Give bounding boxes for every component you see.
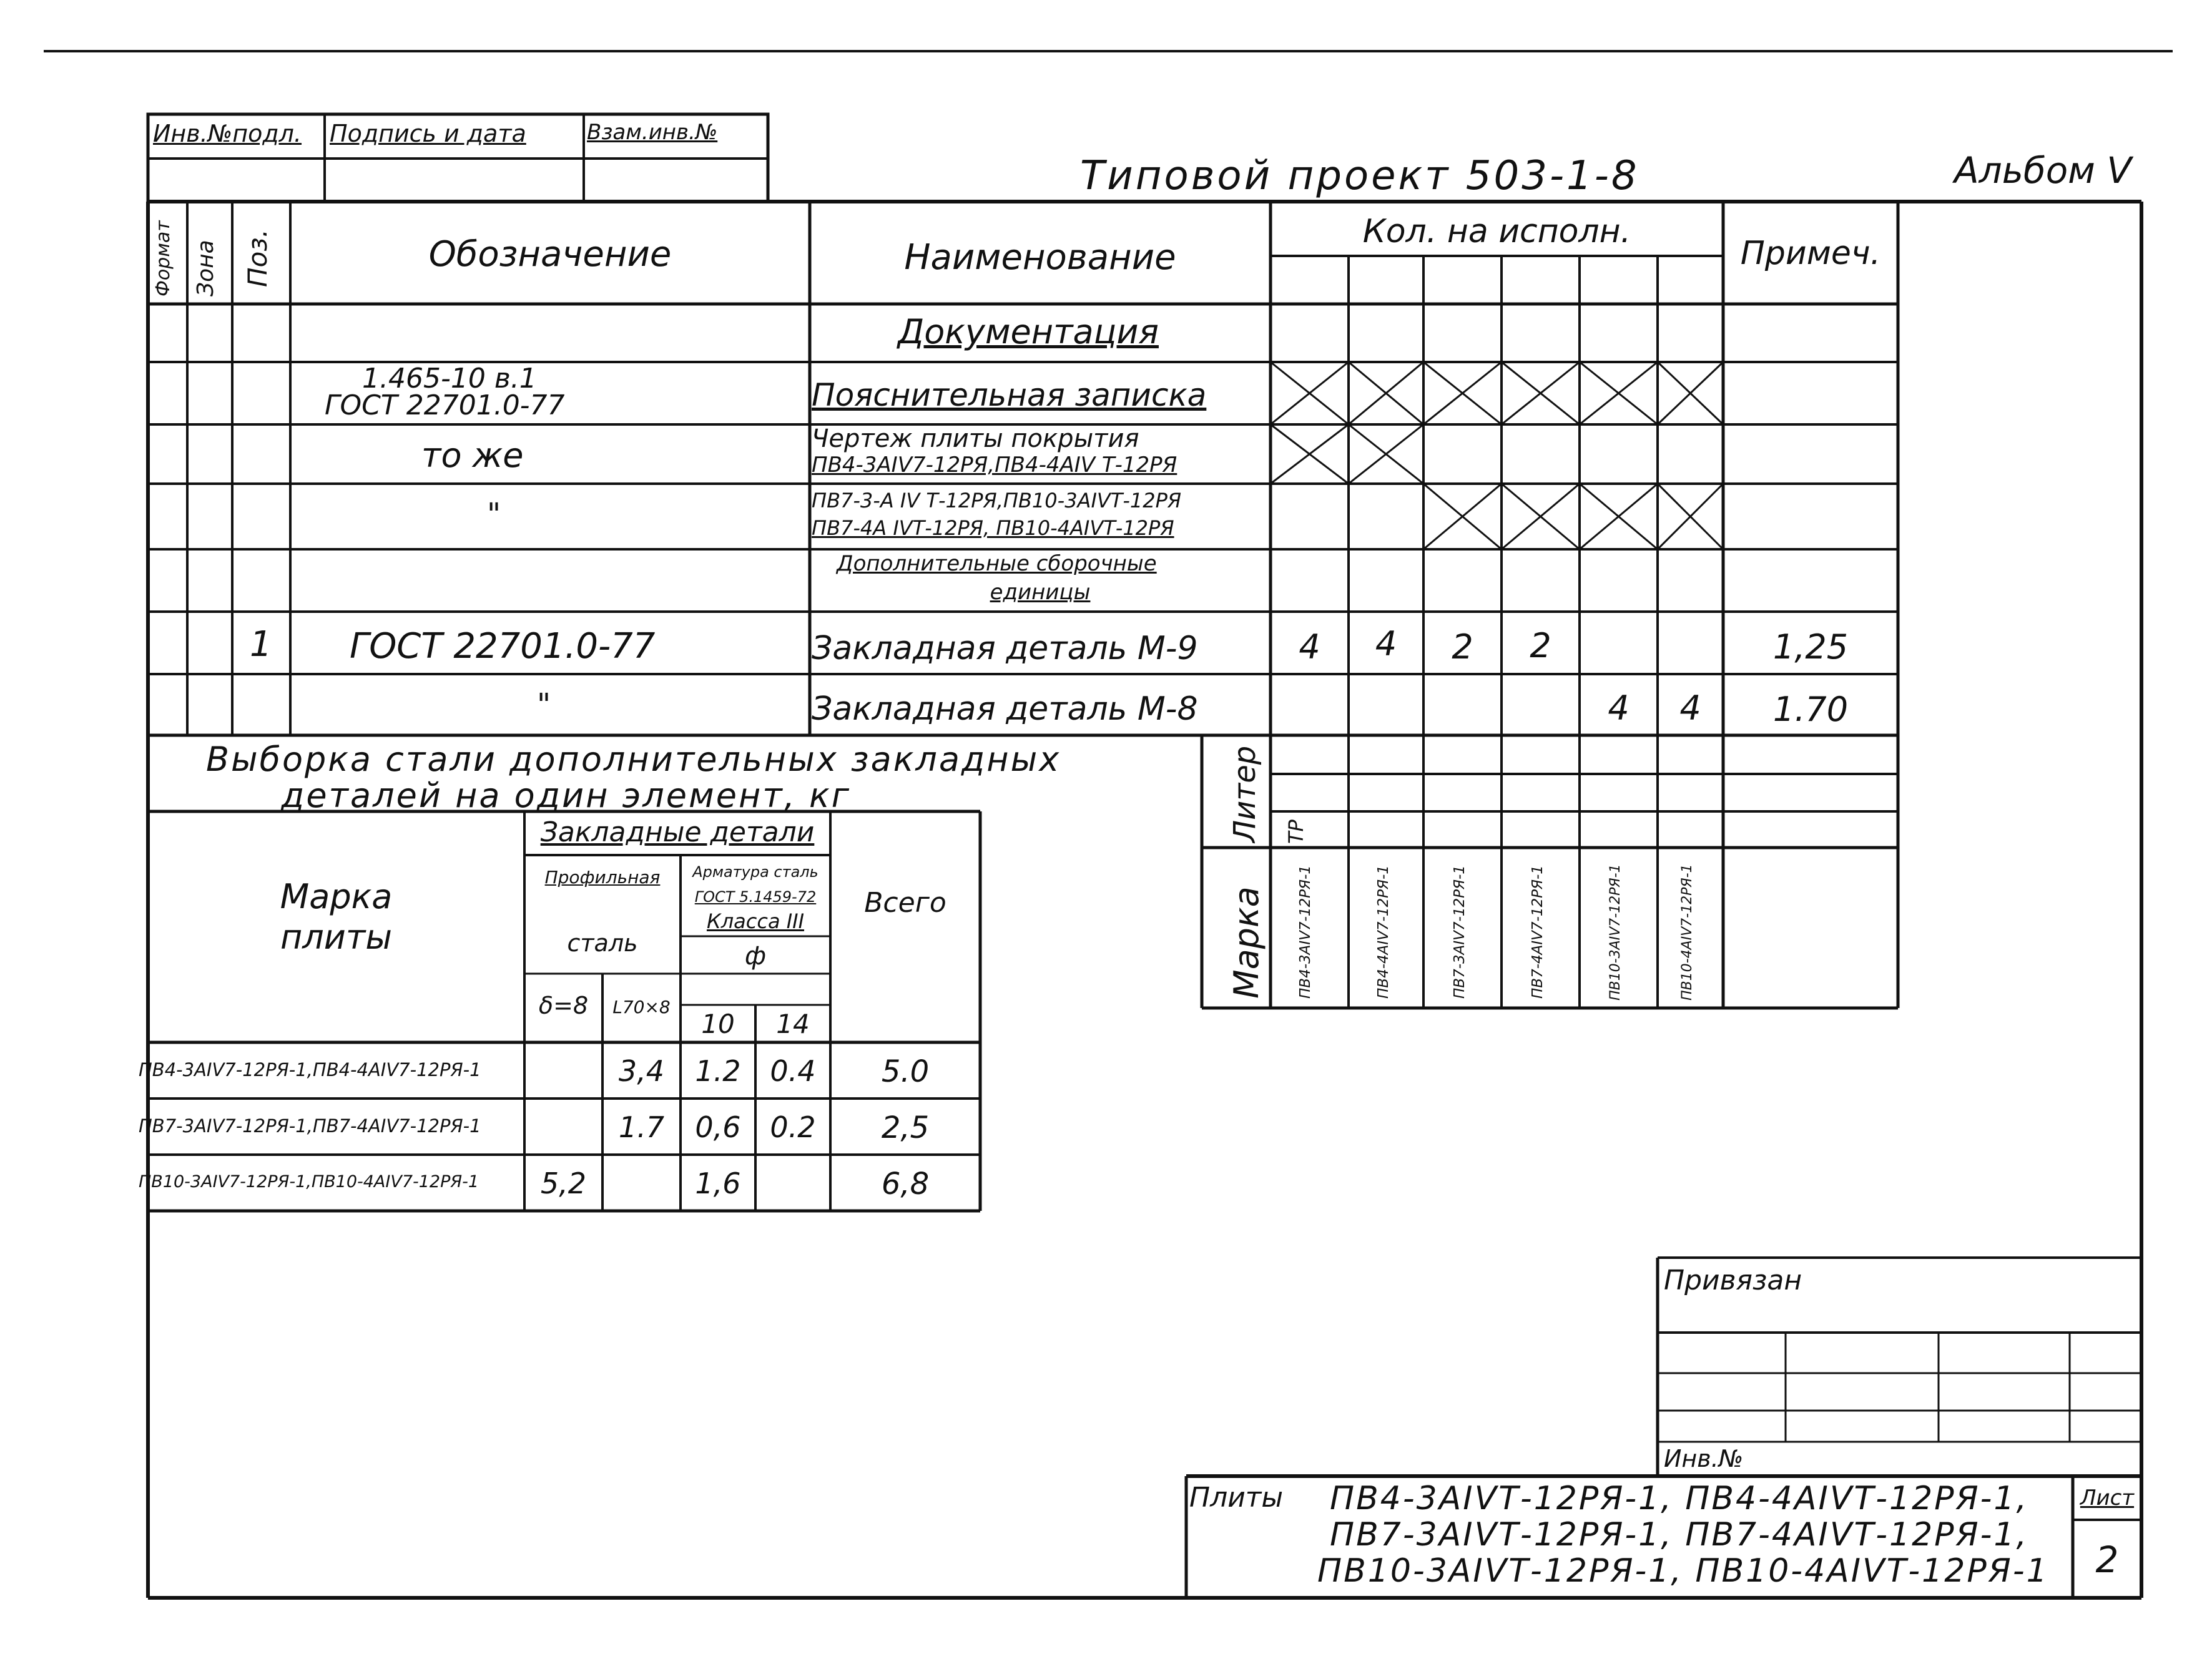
steel-row-marka: ПВ4-3АIV7-12РЯ-1,ПВ4-4АIV7-12РЯ-1 (139, 1059, 481, 1080)
project-title: Типовой проект 503-1-8 (1080, 153, 1639, 199)
spec-row-name: Пояснительная записка (812, 377, 1207, 413)
stamp-vzam-inv: Взам.инв.№ (587, 120, 718, 145)
header-note: Примеч. (1740, 235, 1881, 272)
spec-note-cell: 1.70 (1772, 690, 1849, 729)
steel-cell: 0.2 (770, 1110, 816, 1144)
sheet-label: Лист (2080, 1485, 2135, 1510)
steel-h-gost: ГОСТ 5.1459-72 (694, 888, 817, 906)
spec-row-name: Закладная деталь М-8 (812, 690, 1198, 728)
header-format: Формат (152, 220, 174, 296)
steel-h-marka: Марка (280, 877, 393, 916)
marka-value: ПВ7-3АIV7-12РЯ-1 (1452, 865, 1468, 999)
spec-row-designation: " (537, 687, 551, 722)
litera-tp: ТР (1284, 820, 1308, 844)
spec-qty-cell: 4 (1608, 688, 1630, 728)
title-block-line3: ПВ10-3АIVТ-12РЯ-1, ПВ10-4АIVТ-12РЯ-1 (1317, 1552, 2049, 1590)
steel-cell: 1.2 (695, 1054, 741, 1088)
steel-h-14: 14 (776, 1009, 810, 1039)
title-block-label: Плиты (1189, 1482, 1284, 1514)
spec-row-name2: ПВ7-4А IVТ-12РЯ, ПВ10-4АIVТ-12РЯ (812, 516, 1174, 540)
spec-qty-cell: 4 (1299, 627, 1320, 667)
steel-cell: 5.0 (881, 1054, 930, 1089)
spec-qty-cell: 2 (1530, 626, 1551, 665)
header-zone: Зона (193, 240, 219, 296)
steel-h-phi: ф (744, 942, 767, 971)
marka-label: Марка (1227, 886, 1266, 999)
title-block-line1: ПВ4-3АIVТ-12РЯ-1, ПВ4-4АIVТ-12РЯ-1, (1330, 1480, 2029, 1517)
steel-title-line1: Выборка стали дополнительных закладных (206, 740, 1061, 779)
spec-row-name2: единицы (990, 580, 1091, 605)
sheet-number: 2 (2095, 1539, 2119, 1581)
steel-h-armat: Арматура сталь (692, 863, 818, 881)
spec-row-pos: 1 (250, 624, 272, 665)
steel-cell: 2,5 (881, 1110, 930, 1145)
spec-qty-cell: 4 (1375, 624, 1397, 663)
steel-h-l70: L70×8 (612, 997, 671, 1017)
steel-row-marka: ПВ10-3АIV7-12РЯ-1,ПВ10-4АIV7-12РЯ-1 (139, 1172, 479, 1192)
section-documentation: Документация (898, 312, 1159, 351)
spec-row-name: Чертеж плиты покрытия (812, 424, 1139, 453)
spec-row-name: Закладная деталь М-9 (812, 630, 1198, 667)
spec-row-name: ПВ7-3-А IV Т-12РЯ,ПВ10-3АIVТ-12РЯ (812, 489, 1182, 512)
steel-cell: 3,4 (618, 1054, 665, 1088)
steel-h-10: 10 (701, 1009, 735, 1039)
spec-note-cell: 1,25 (1772, 627, 1849, 667)
steel-h-prof2: сталь (567, 929, 638, 957)
litera-label: Литер (1227, 745, 1262, 843)
spec-row-name2: ПВ4-3АIV7-12РЯ,ПВ4-4АIV Т-12РЯ (812, 453, 1177, 477)
marka-value: ПВ4-4АIV7-12РЯ-1 (1375, 865, 1392, 999)
spec-row-name: Дополнительные сборочные (837, 551, 1157, 576)
steel-h-d8: δ=8 (538, 992, 589, 1019)
steel-cell: 0,6 (695, 1110, 741, 1144)
inv-no-bottom: Инв.№ (1664, 1445, 1744, 1472)
spec-qty-cell: 4 (1679, 688, 1701, 728)
spec-row-designation: " (487, 497, 501, 532)
steel-h-klass: Класса III (706, 909, 805, 933)
steel-cell: 5,2 (540, 1167, 587, 1200)
header-name: Наименование (904, 237, 1176, 278)
steel-row-marka: ПВ7-3АIV7-12РЯ-1,ПВ7-4АIV7-12РЯ-1 (139, 1115, 481, 1137)
header-pos: Поз. (242, 229, 273, 287)
marka-value: ПВ10-4АIV7-12РЯ-1 (1679, 864, 1695, 1001)
steel-cell: 1,6 (695, 1167, 741, 1200)
steel-cell: 0.4 (770, 1054, 816, 1088)
steel-cell: 6,8 (881, 1167, 930, 1201)
privyazan-label: Привязан (1664, 1265, 1802, 1296)
title-block-line2: ПВ7-3АIVТ-12РЯ-1, ПВ7-4АIVТ-12РЯ-1, (1330, 1516, 2029, 1554)
spec-row-designation: то же (421, 436, 524, 475)
stamp-inv-no: Инв.№подл. (153, 120, 302, 147)
spec-row-designation: ГОСТ 22701.0-77 (350, 626, 656, 667)
spec-qty-cell: 2 (1452, 627, 1473, 667)
header-qty: Кол. на исполн. (1362, 213, 1631, 250)
steel-title-line2: деталей на один элемент, кг (281, 776, 852, 815)
steel-h-prof: Профильная (544, 867, 661, 888)
stamp-signature-date: Подпись и дата (330, 120, 526, 147)
marka-value: ПВ7-4АIV7-12РЯ-1 (1530, 865, 1546, 999)
steel-h-marka2: плиты (280, 918, 392, 957)
marka-value: ПВ4-3АIV7-12РЯ-1 (1297, 865, 1314, 999)
spec-row-designation2: ГОСТ 22701.0-77 (325, 389, 565, 421)
steel-h-total: Всего (864, 887, 946, 919)
header-designation: Обозначение (428, 234, 672, 275)
steel-cell: 1.7 (618, 1110, 665, 1144)
steel-h-zakl: Закладные детали (540, 816, 815, 848)
album-label: Альбом V (1954, 149, 2132, 192)
spec-row-designation: 1.465-10 в.1 (362, 363, 537, 394)
marka-value: ПВ10-3АIV7-12РЯ-1 (1608, 864, 1623, 1001)
